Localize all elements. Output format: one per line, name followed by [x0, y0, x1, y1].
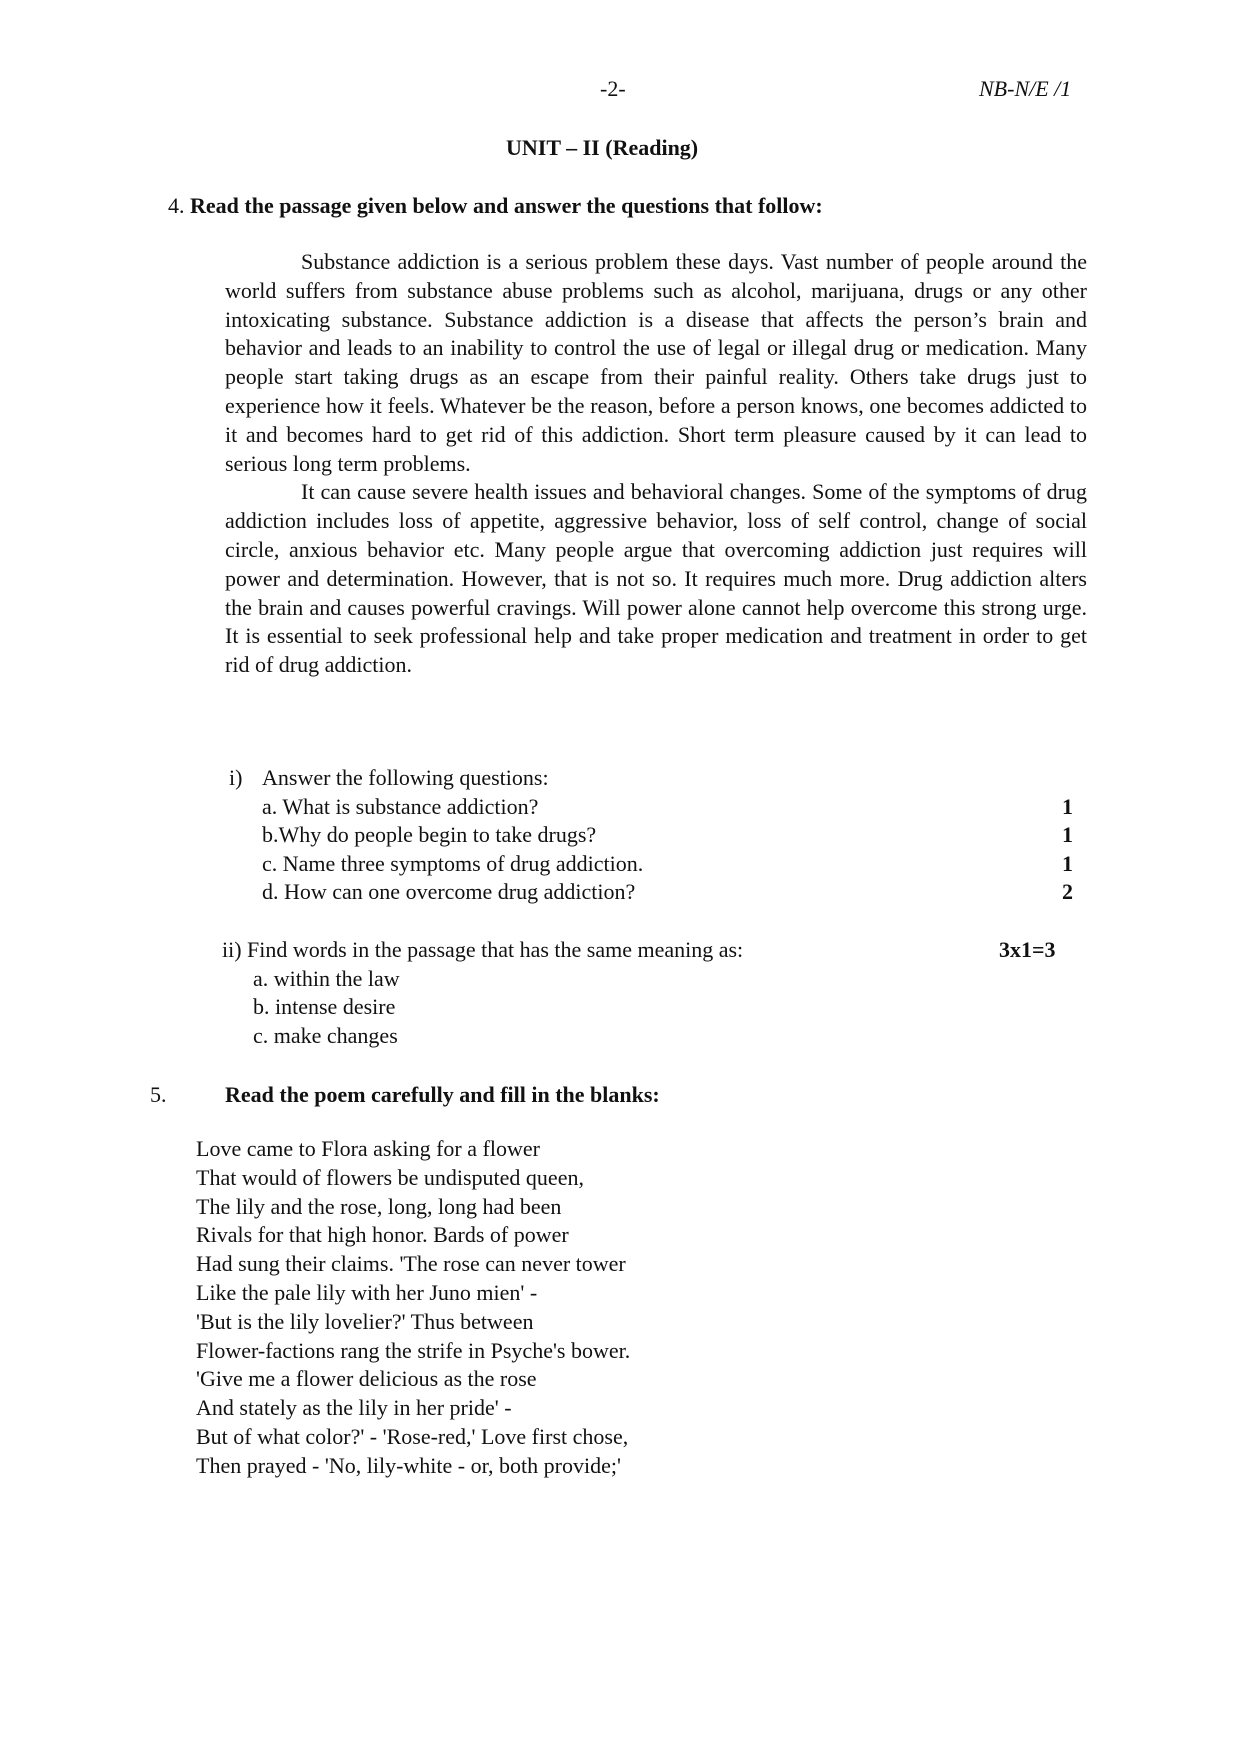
poem-line: Had sung their claims. 'The rose can never tower [196, 1251, 626, 1277]
poem-line: That would of flowers be undisputed queen, [196, 1164, 584, 1190]
poem-line: Flower-factions rang the strife in Psyche's bower. [196, 1337, 631, 1363]
passage-paragraph-2: It can cause severe health issues and behavioral changes. Some of the symptoms of drug addiction includes loss of appetite, aggressive behavior, loss of self control, change of social circle, anxious behavior etc. Many people argue that overcoming addiction just requires will power and determination. However, that is not so. It requires much more. Drug addiction alters the brain and causes powerful cravings. Will power alone cannot help overcome this strong urge. It is essential to seek professional help and take proper medication and treatment in order to get rid of drug addiction. [225, 479, 1087, 678]
poem-line: But of what color?' - 'Rose-red,' Love first chose, [196, 1423, 629, 1449]
question-a: a. What is substance addiction? [262, 794, 539, 819]
poem-line: Then prayed - 'No, lily-white - or, both provide;' [196, 1452, 621, 1478]
question-b-marks: 1 [1062, 822, 1073, 847]
document-code: NB-N/E /1 [979, 76, 1072, 101]
part-ii-heading: ii) Find words in the passage that has the same meaning as: [222, 937, 744, 962]
question-b: b.Why do people begin to take drugs? [262, 822, 597, 847]
page-number: -2- [600, 76, 626, 101]
poem-line: And stately as the lily in her pride' - [196, 1395, 512, 1421]
reading-passage [225, 248, 1087, 680]
poem-line: Love came to Flora asking for a flower [196, 1136, 540, 1161]
poem-line: Rivals for that high honor. Bards of power [196, 1222, 569, 1248]
poem-line: 'Give me a flower delicious as the rose [196, 1366, 537, 1392]
question-d: d. How can one overcome drug addiction? [262, 879, 636, 904]
question-c-marks: 1 [1062, 851, 1073, 876]
question-5-instruction: Read the poem carefully and fill in the blanks: [225, 1082, 660, 1107]
poem-line: 'But is the lily lovelier?' Thus between [196, 1308, 534, 1334]
passage-paragraph-1: Substance addiction is a serious problem these days. Vast number of people around the world suffers from substance abuse problems such as alcohol, marijuana, drugs or any other intoxicating substance. Substance addiction is a disease that affects the person’s brain and behavior and leads to an inability to control the use of legal or illegal drug or medication. Many people start taking drugs as an escape from their painful reality. Others take drugs just to experience how it feels. Whatever be the reason, before a person knows, one becomes addicted to it and becomes hard to get rid of this addiction. Short term pleasure caused by it can lead to serious long term problems. [225, 249, 1087, 476]
unit-title: UNIT – II (Reading) [506, 135, 699, 160]
part-i-label: i) [229, 765, 243, 790]
word-meaning-b: b. intense desire [253, 994, 396, 1019]
question-4-instruction: Read the passage given below and answer the questions that follow: [190, 193, 823, 218]
question-c: c. Name three symptoms of drug addiction. [262, 851, 644, 876]
poem-line: Like the pale lily with her Juno mien' - [196, 1279, 538, 1305]
question-5-number: 5. [150, 1082, 167, 1107]
part-i-heading: Answer the following questions: [262, 765, 549, 790]
part-ii-marks: 3x1=3 [999, 937, 1056, 962]
poem [196, 1135, 630, 1481]
question-4-number: 4. [168, 193, 185, 218]
question-a-marks: 1 [1062, 794, 1073, 819]
question-d-marks: 2 [1062, 879, 1073, 904]
word-meaning-a: a. within the law [253, 966, 400, 991]
poem-line: The lily and the rose, long, long had been [196, 1193, 562, 1219]
word-meaning-c: c. make changes [253, 1023, 398, 1048]
